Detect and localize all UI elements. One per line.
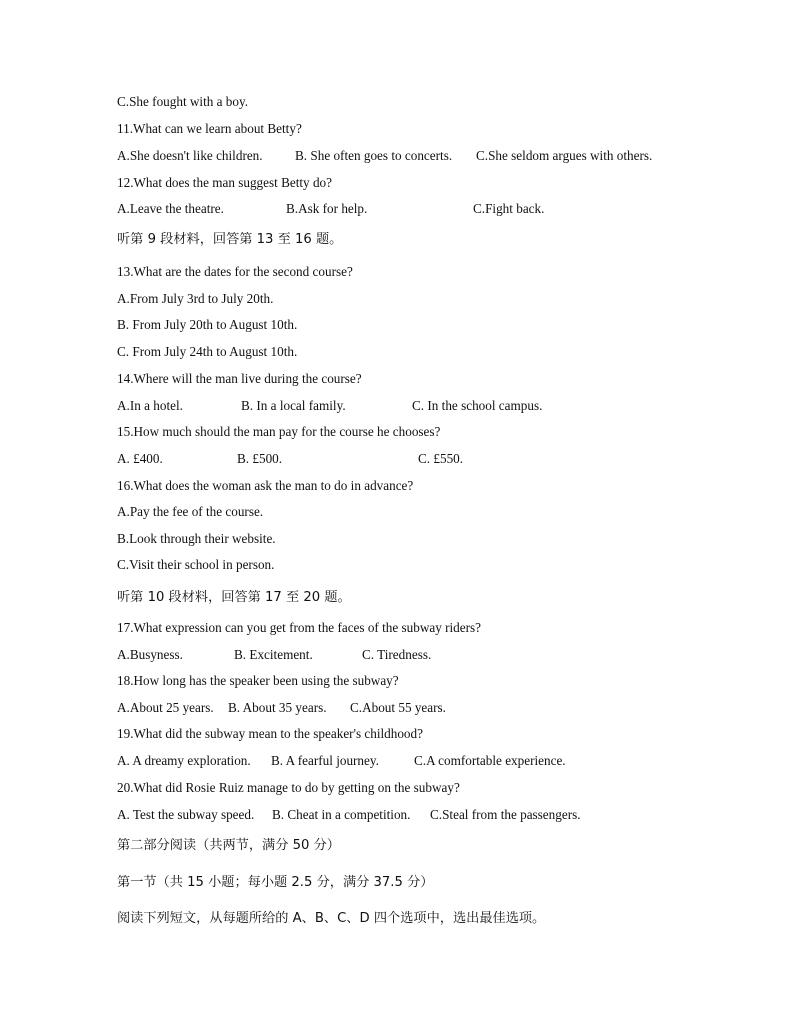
question-19: 19.What did the subway mean to the speaker's childhood? (117, 726, 423, 741)
q14-option-a: A.In a hotel. (117, 398, 183, 413)
q13-option-c: C. From July 24th to August 10th. (117, 344, 298, 359)
question-14: 14.Where will the man live during the course? (117, 371, 362, 386)
q20-option-c: C.Steal from the passengers. (430, 807, 581, 822)
q18-option-b: B. About 35 years. (228, 700, 327, 715)
q18-option-c: C.About 55 years. (350, 700, 446, 715)
part-two-heading: 第二部分阅读（共两节，满分 50 分） (117, 838, 340, 853)
question-16: 16.What does the woman ask the man to do in advance? (117, 478, 414, 493)
q12-option-c: C.Fight back. (473, 201, 545, 216)
q19-option-b: B. A fearful journey. (271, 753, 379, 768)
q15-option-b: B. £500. (237, 451, 283, 466)
question-13: 13.What are the dates for the second course? (117, 264, 353, 279)
q11-option-a: A.She doesn't like children. (117, 148, 263, 163)
question-17: 17.What expression can you get from the faces of the subway riders? (117, 620, 481, 635)
question-15: 15.How much should the man pay for the course he chooses? (117, 424, 441, 439)
q16-option-a: A.Pay the fee of the course. (117, 504, 264, 519)
q16-option-b: B.Look through their website. (117, 531, 276, 546)
q16-option-c: C.Visit their school in person. (117, 557, 275, 572)
reading-instruction: 阅读下列短文，从每题所给的 A、B、C、D 四个选项中，选出最佳选项。 (117, 911, 546, 926)
q13-option-a: A.From July 3rd to July 20th. (117, 291, 274, 306)
q15-option-a: A. £400. (117, 451, 163, 466)
q11-option-b: B. She often goes to concerts. (295, 148, 453, 163)
question-11: 11.What can we learn about Betty? (117, 121, 302, 136)
q10-option-c: C.She fought with a boy. (117, 94, 249, 109)
q19-option-c: C.A comfortable experience. (414, 753, 566, 768)
q13-option-b: B. From July 20th to August 10th. (117, 317, 298, 332)
q19-option-a: A. A dreamy exploration. (117, 753, 251, 768)
q12-option-a: A.Leave the theatre. (117, 201, 224, 216)
question-12: 12.What does the man suggest Betty do? (117, 175, 332, 190)
q11-option-c: C.She seldom argues with others. (476, 148, 653, 163)
q17-option-b: B. Excitement. (234, 647, 313, 662)
q14-option-b: B. In a local family. (241, 398, 346, 413)
q12-option-b: B.Ask for help. (286, 201, 368, 216)
q15-option-c: C. £550. (418, 451, 464, 466)
q20-option-b: B. Cheat in a competition. (272, 807, 411, 822)
q20-option-a: A. Test the subway speed. (117, 807, 255, 822)
question-20: 20.What did Rosie Ruiz manage to do by getting on the subway? (117, 780, 460, 795)
q14-option-c: C. In the school campus. (412, 398, 543, 413)
q17-option-c: C. Tiredness. (362, 647, 432, 662)
section-heading-9: 听第 9 段材料，回答第 13 至 16 题。 (117, 232, 343, 247)
q18-option-a: A.About 25 years. (117, 700, 214, 715)
question-18: 18.How long has the speaker been using the subway? (117, 673, 399, 688)
q17-option-a: A.Busyness. (117, 647, 183, 662)
section-heading-10: 听第 10 段材料，回答第 17 至 20 题。 (117, 590, 351, 605)
section-one-heading: 第一节（共 15 小题；每小题 2.5 分，满分 37.5 分） (117, 875, 434, 890)
